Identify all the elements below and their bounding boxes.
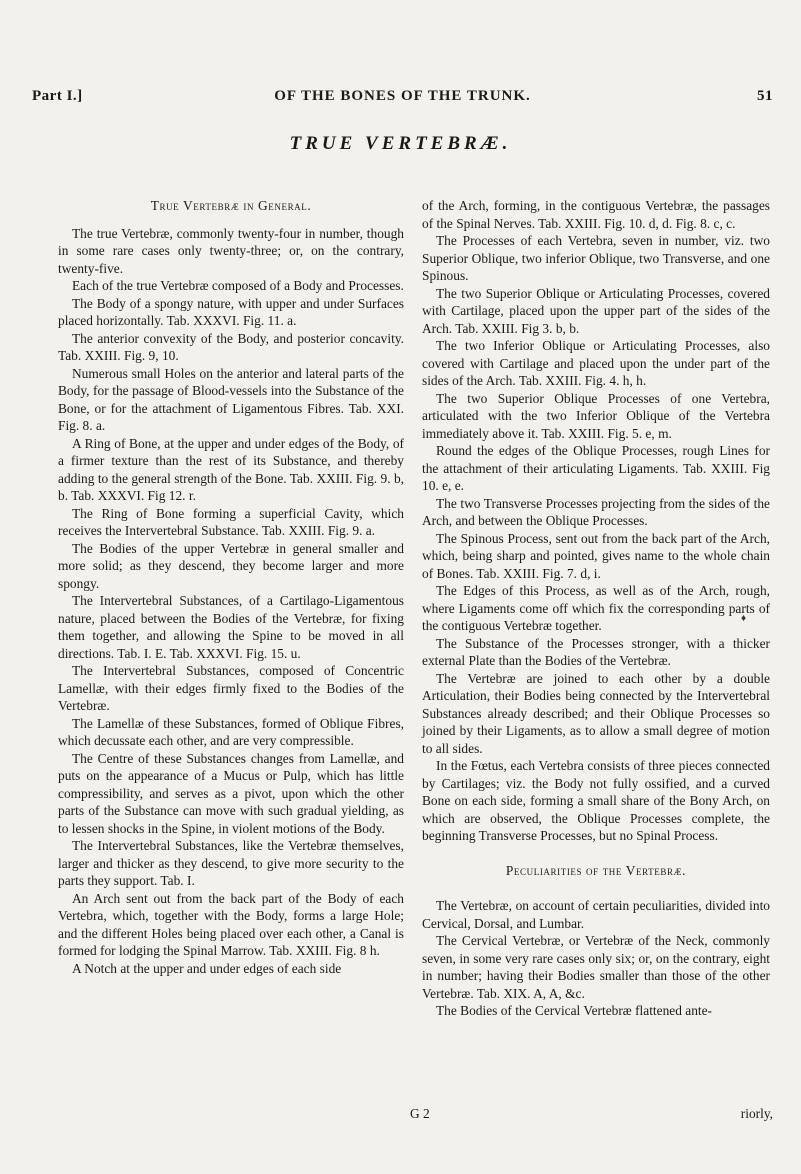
- right-column: [422, 197, 770, 1020]
- paragraph: The two Superior Oblique Processes of one Vertebra, articulated with the two Inferior Oblique of the Vertebra immediately above it. Tab. XXIII. Fig. 5. e, m.: [422, 390, 770, 441]
- paragraph: The Spinous Process, sent out from the back part of the Arch, which, being sharp and pointed, gives name to the whole chain of Bones. Tab. XXIII. Fig. 7. d, i.: [422, 530, 770, 581]
- paragraph: The Vertebræ are joined to each other by a double Articulation, their Bodies being connected by the Intervertebral Substances already described; and their Oblique Processes so joined by their Ligaments, as to allow a small degree of motion to all sides.: [422, 670, 770, 756]
- paragraph: A Ring of Bone, at the upper and under edges of the Body, of a firmer texture than the rest of its Substance, and thereby adding to the general strength of the Bone. Tab. XXIII. Fig. 9. b, b. Tab. XXXVI. Fig 12. r.: [58, 435, 404, 503]
- paragraph: An Arch sent out from the back part of the Body of each Vertebra, which, together with the Body, forms a large Hole; and the different Holes being placed over each other, a Canal is formed for lodging the Spinal Marrow. Tab. XXIII. Fig. 8 h.: [58, 890, 404, 958]
- paragraph: The Substance of the Processes stronger, with a thicker external Plate than the Bodies of the Vertebræ.: [422, 635, 770, 668]
- header-part: Part I.]: [32, 88, 83, 104]
- section-heading-peculiarities: Peculiarities of the Vertebræ.: [505, 862, 687, 878]
- paragraph: The Bodies of the Cervical Vertebræ flattened ante-: [436, 1003, 713, 1018]
- paragraph: Numerous small Holes on the anterior and lateral parts of the Body, for the passage of Blood-vessels into the Substance of the Bone, or for the attachment of Ligamentous Fibres. Tab. XXI. Fig. 8. a.: [58, 365, 404, 433]
- section-heading: True Vertebræ in General.: [150, 198, 312, 213]
- chapter-title: TRUE VERTEBRÆ.: [289, 133, 512, 154]
- right-paragraphs: [422, 197, 770, 845]
- paragraph: The anterior convexity of the Body, and posterior concavity. Tab. XXIII. Fig. 9, 10.: [58, 330, 404, 363]
- paragraph: The Intervertebral Substances, like the Vertebræ themselves, larger and thicker as they descend, to give more security to the parts they support. Tab. I.: [58, 838, 404, 888]
- right-paragraphs-2: [422, 897, 770, 1020]
- left-column: [58, 197, 404, 977]
- catchword: riorly,: [740, 1106, 773, 1121]
- paragraph: The Intervertebral Substances, composed of Concentric Lamellæ, with their edges firmly fixed to the Bodies of the Vertebræ.: [58, 663, 404, 713]
- margin-mark: ♦: [741, 613, 747, 624]
- paragraph: The Intervertebral Substances, of a Cartilago-Ligamentous nature, placed between the Bodies of the Vertebræ, for fixing them together, and allowing the Spine to be moved in all directions. Tab. I. E. Tab. XXXVI. Fig. 15. u.: [58, 593, 404, 661]
- paragraph: A Notch at the upper and under edges of each side: [72, 960, 342, 976]
- paragraph: The Bodies of the upper Vertebræ in general smaller and more solid; as they descend, they become larger and more spongy.: [58, 540, 404, 591]
- paragraph: The Ring of Bone forming a superficial Cavity, which receives the Intervertebral Substance. Tab. XXIII. Fig. 9. a.: [58, 505, 404, 538]
- left-paragraphs: [58, 225, 404, 978]
- paragraph: The Edges of this Process, as well as of the Arch, rough, where Ligaments come off which fix the corresponding parts of the contiguous Vertebræ together.: [422, 583, 770, 633]
- paragraph: The Lamellæ of these Substances, formed of Oblique Fibres, which decussate each other, and are very compressible.: [58, 715, 404, 748]
- page-number: 51: [757, 88, 773, 104]
- paragraph: The true Vertebræ, commonly twenty-four in number, though in some rare cases only twenty-three; or, on the contrary, twenty-five.: [58, 225, 404, 276]
- paragraph: The two Inferior Oblique or Articulating Processes, also covered with Cartilage and placed upon the under part of the sides of the Arch. Tab. XXIII. Fig. 4. h, h.: [422, 338, 770, 388]
- header-title: OF THE BONES OF THE TRUNK.: [274, 88, 531, 104]
- paragraph: The two Transverse Processes projecting from the sides of the Arch, and between the Oblique Processes.: [422, 495, 770, 528]
- paragraph: The Vertebræ, on account of certain peculiarities, divided into Cervical, Dorsal, and Lumbar.: [422, 898, 770, 931]
- paragraph: The Processes of each Vertebra, seven in number, viz. two Superior Oblique, two inferior Oblique, two Transverse, and one Spinous.: [422, 233, 770, 283]
- paragraph: The Cervical Vertebræ, or Vertebræ of the Neck, commonly seven, in some very rare cases only six; or, on the contrary, eight in number; having their Bodies smaller than those of the other Vertebræ. Tab. XIX. A, A, &c.: [422, 933, 770, 1001]
- running-header: [32, 88, 773, 112]
- paragraph: The Body of a spongy nature, with upper and under Surfaces placed horizontally. Tab. XXXVI. Fig. 11. a.: [58, 295, 404, 328]
- paragraph: Each of the true Vertebræ composed of a Body and Processes.: [72, 278, 404, 293]
- paragraph: In the Fœtus, each Vertebra consists of three pieces connected by Cartilages; viz. the Body not fully ossified, and a curved Bone on each side, forming a small share of the Bony Arch, on which are observed, the Oblique Processes complete, the beginning Transverse Processes, but no Spinal Process.: [422, 758, 770, 843]
- paragraph: The two Superior Oblique or Articulating Processes, covered with Cartilage, placed upon the upper part of the sides of the Arch. Tab. XXIII. Fig 3. b, b.: [422, 285, 770, 336]
- paragraph: Round the edges of the Oblique Processes, rough Lines for the attachment of their articulating Ligaments. Tab. XXIII. Fig 10. e, e.: [422, 443, 770, 493]
- paragraph: of the Arch, forming, in the contiguous Vertebræ, the passages of the Spinal Nerves. Tab. XXIII. Fig. 10. d, d. Fig. 8. c, c.: [422, 198, 770, 231]
- paragraph: The Centre of these Substances changes from Lamellæ, and puts on the appearance of a Mucus or Pulp, which has little compressibility, and serves as a pivot, upon which the other parts of the Substance can move with such gradual yielding, as to lessen shocks in the Spine, in violent motions of the Body.: [58, 750, 404, 836]
- signature-mark: G 2: [410, 1106, 430, 1121]
